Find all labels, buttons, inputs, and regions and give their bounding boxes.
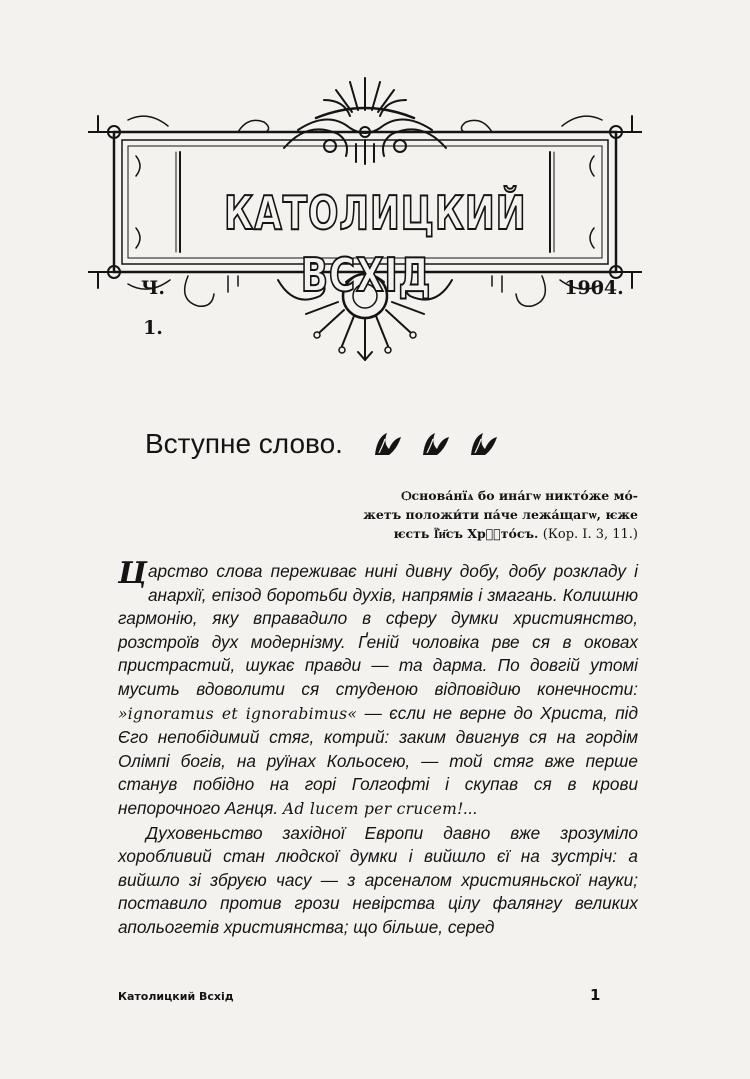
masthead: [88, 70, 642, 370]
footer-journal-name: Католицкий Всхід: [118, 990, 234, 1003]
crown-ornament: [284, 78, 446, 164]
leaf-ornament-icon: [469, 431, 499, 457]
drop-cap: Ц: [118, 556, 147, 591]
masthead-part-number: Ч. 1.: [141, 277, 165, 339]
epigraph-reference: (Кор. І. 3, 11.): [542, 527, 638, 542]
leaf-ornaments: [373, 431, 499, 457]
masthead-year: 1904.: [564, 277, 624, 299]
latin-quote: »ignoramus et ignorabimus«: [118, 704, 358, 723]
paragraph-text: ...: [463, 797, 478, 818]
epigraph-line: жетъ положи́ти па́че лежа́щагѡ, ѥже: [363, 507, 638, 522]
article-title: Вступне слово.: [145, 428, 343, 459]
article-heading: [145, 428, 499, 460]
article-body: [118, 556, 638, 940]
epigraph: [338, 486, 638, 544]
leaf-ornament-icon: [373, 431, 403, 457]
paragraph: Духовеньство західної Европи давно вже зрозуміло хоробливий стан людскої думки і вийшло єї на зустріч: а вийшло зі збруєю часу — з арсеналом християньскої науки; поставило против грози невірства цілу фалянгу великих апольогетів християнства; що більше, серед: [118, 822, 638, 937]
paragraph-text: арство слова переживає нині дивну добу, добу розкладу і анархії, епізод боротьби духів, напрямів і змагань. Колишню гармонію, яку вправадило в сферу думки християнство, розстроїв дух модернізму. Ґеній чоловіка рве ся в оковах пристрастий, шукає правди — та дарма. По довгій утомі мусить вдоволити ся студеною відповідию конечности:: [118, 561, 638, 699]
page-number: 1: [590, 986, 601, 1004]
paragraph: [118, 556, 638, 822]
epigraph-line: Ѻснова́нїѧ бо ина́гѡ никто́же мо́-: [401, 488, 638, 503]
paragraph-text: — єсли не верне до Христа, під Єго непобідимий стяг, котрий: заким двигнув ся на гордім Олімпі богів, на руїнах Кольосею, — той стяг вже перше станув побідно на горі Голгофті і скупав ся в крови непорочного Агнця.: [118, 702, 638, 818]
epigraph-line-text: ѥсть Ї҆и҃съ Хрⷭ҇то́съ.: [393, 526, 539, 541]
leaf-ornament-icon: [421, 431, 451, 457]
latin-motto: Ad lucem per crucem!: [282, 799, 464, 818]
masthead-title: КАТОЛИЦКИЙ ВСХІД: [224, 186, 527, 302]
epigraph-line: [338, 524, 638, 544]
